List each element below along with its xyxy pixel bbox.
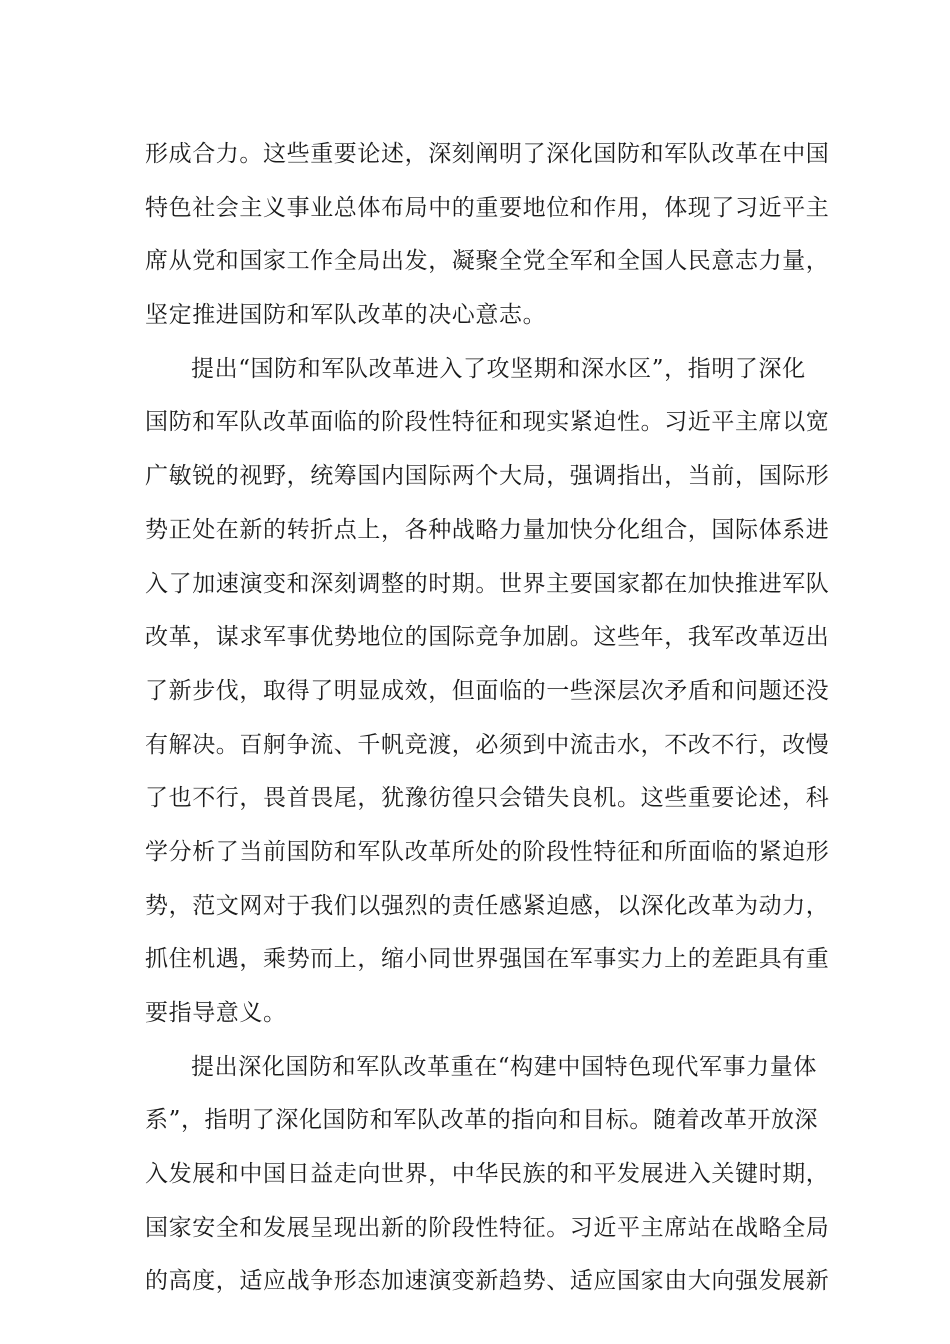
text-line: 了新步伐，取得了明显成效，但面临的一些深层次矛盾和问题还没 — [145, 677, 830, 704]
paragraph-first-line: 提出“国防和军队改革进入了攻坚期和深水区”，指明了深化 — [191, 355, 806, 382]
text-line: 国防和军队改革面临的阶段性特征和现实紧迫性。习近平主席以宽 — [145, 409, 830, 436]
text-line: 国家安全和发展呈现出新的阶段性特征。习近平主席站在战略全局 — [145, 1214, 830, 1241]
text-line: 有解决。百舸争流、千帆竞渡，必须到中流击水，不改不行，改慢 — [145, 731, 830, 758]
text-line: 坚定推进国防和军队改革的决心意志。 — [145, 302, 547, 329]
text-line: 势正处在新的转折点上，各种战略力量加快分化组合，国际体系进 — [145, 516, 830, 543]
text-line: 改革，谋求军事优势地位的国际竞争加剧。这些年，我军改革迈出 — [145, 624, 830, 651]
paragraph-first-line: 提出深化国防和军队改革重在“构建中国特色现代军事力量体 — [191, 1053, 817, 1080]
text-line: 广敏锐的视野，统筹国内国际两个大局，强调指出，当前，国际形 — [145, 463, 830, 490]
text-line: 抓住机遇，乘势而上，缩小同世界强国在军事实力上的差距具有重 — [145, 946, 830, 973]
text-line: 入发展和中国日益走向世界，中华民族的和平发展进入关键时期， — [145, 1161, 830, 1188]
text-line: 要指导意义。 — [145, 1000, 287, 1026]
document-body — [145, 128, 830, 1309]
text-line: 入了加速演变和深刻调整的时期。世界主要国家都在加快推进军队 — [145, 570, 830, 597]
text-line: 的高度，适应战争形态加速演变新趋势、适应国家由大向强发展新 — [145, 1268, 830, 1295]
text-line: 了也不行，畏首畏尾，犹豫彷徨只会错失良机。这些重要论述，科 — [145, 785, 830, 812]
text-line: 势，范文网对于我们以强烈的责任感紧迫感，以深化改革为动力， — [145, 892, 830, 919]
text-line: 学分析了当前国防和军队改革所处的阶段性特征和所面临的紧迫形 — [145, 838, 830, 865]
text-line: 席从党和国家工作全局出发，凝聚全党全军和全国人民意志力量， — [145, 248, 830, 275]
text-line: 系”，指明了深化国防和军队改革的指向和目标。随着改革开放深 — [145, 1107, 819, 1134]
text-line: 特色社会主义事业总体布局中的重要地位和作用，体现了习近平主 — [145, 194, 830, 221]
text-line: 形成合力。这些重要论述，深刻阐明了深化国防和军队改革在中国 — [145, 141, 830, 167]
